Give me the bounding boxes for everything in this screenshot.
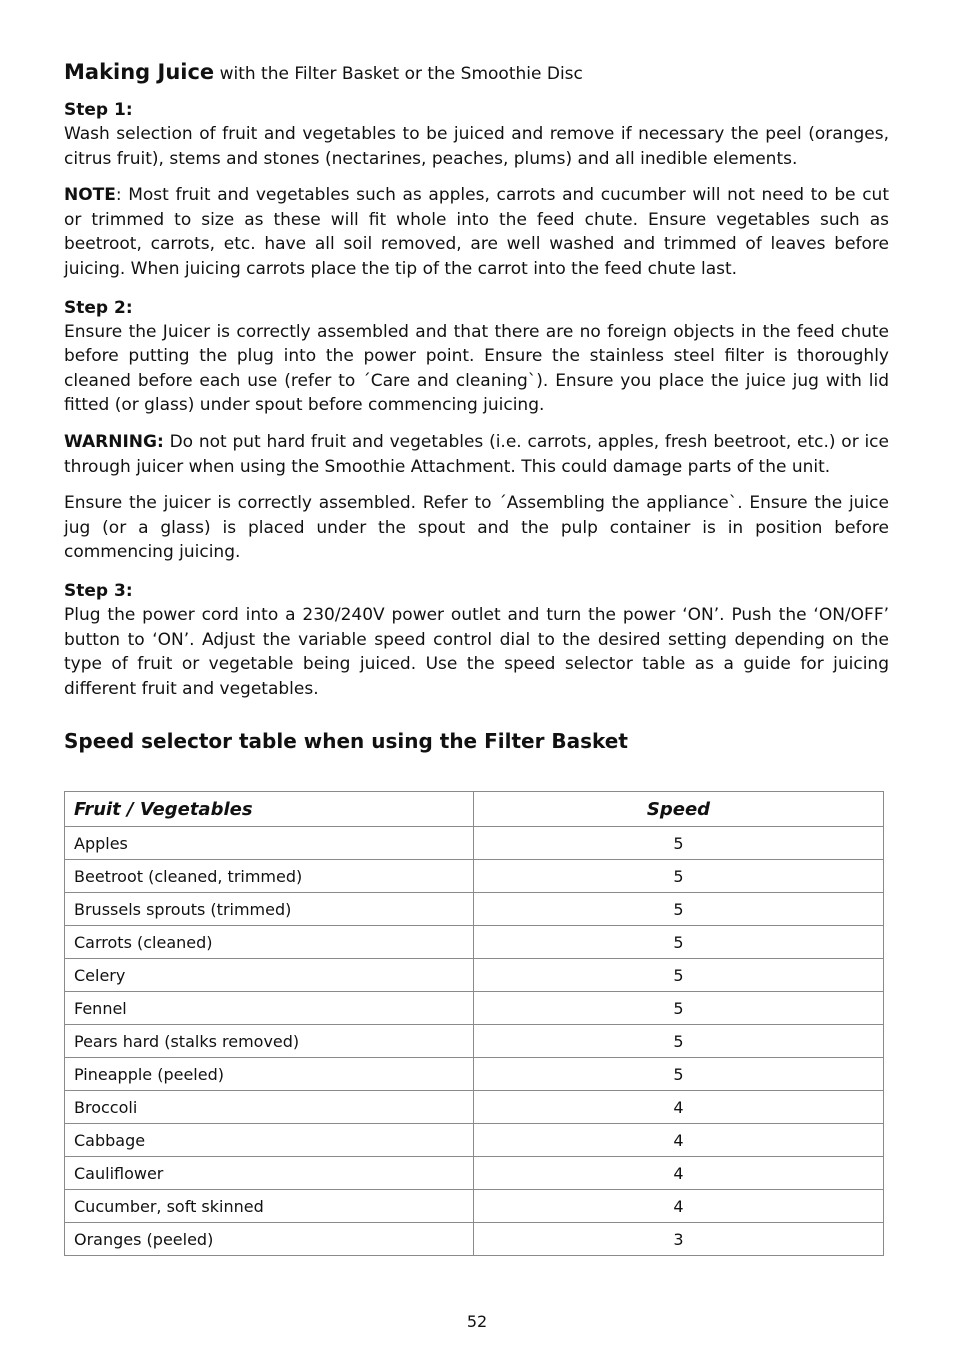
speed-cell: 3	[474, 1223, 884, 1256]
fruit-cell: Broccoli	[65, 1091, 474, 1124]
fruit-cell: Cucumber, soft skinned	[65, 1190, 474, 1223]
speed-cell: 5	[474, 860, 884, 893]
warning-paragraph	[64, 430, 889, 479]
speed-cell: 5	[474, 959, 884, 992]
table-row	[65, 1025, 884, 1058]
step-3-text: Plug the power cord into a 230/240V power outlet and turn the power ‘ON’. Push the ‘ON/OFF’ button to ‘ON’. Adjust the variable speed control dial to the desired setting depending on the type of fruit or vegetable being juiced. Use the speed selector table as a guide for juicing different fruit and vegetables.	[64, 604, 889, 699]
warning-text: Do not put hard fruit and vegetables (i.e. carrots, apples, fresh beetroot, etc.) or ice through juicer when using the Smoothie Attachment. This could damage parts of the unit.	[64, 431, 889, 477]
step-1-text: Wash selection of fruit and vegetables to be juiced and remove if necessary the peel (oranges, citrus fruit), stems and stones (nectarines, peaches, plums) and all inedible elements.	[64, 124, 889, 169]
page-content	[64, 60, 889, 755]
speed-cell: 5	[474, 893, 884, 926]
note-text: : Most fruit and vegetables such as apples, carrots and cucumber will not need to be cut or trimmed to size as these will fit whole into the feed chute. Ensure vegetables such as beetroot, carrots, etc. have all soil removed, are well washed and trimmed of leaves before juicing. When juicing carrots place the tip of the carrot into the feed chute last.	[64, 185, 889, 279]
step-3	[64, 579, 889, 701]
note-label: NOTE	[64, 185, 116, 206]
table-row	[65, 1091, 884, 1124]
table-row	[65, 860, 884, 893]
header-speed: Speed	[474, 792, 884, 827]
fruit-cell: Cabbage	[65, 1124, 474, 1157]
fruit-cell: Carrots (cleaned)	[65, 926, 474, 959]
table-row	[65, 1190, 884, 1223]
step-2	[64, 296, 889, 418]
table-row	[65, 1124, 884, 1157]
table-row	[65, 827, 884, 860]
step-2-title: Step 2:	[64, 297, 133, 318]
speed-cell: 5	[474, 926, 884, 959]
note-paragraph	[64, 183, 889, 281]
speed-cell: 4	[474, 1124, 884, 1157]
speed-cell: 5	[474, 1025, 884, 1058]
table-header-row	[65, 792, 884, 827]
warning-label: WARNING:	[64, 431, 164, 452]
table-row	[65, 992, 884, 1025]
step-1-title: Step 1:	[64, 100, 133, 120]
fruit-cell: Cauliflower	[65, 1157, 474, 1190]
table-row	[65, 893, 884, 926]
speed-cell: 5	[474, 1058, 884, 1091]
speed-selector-table	[64, 791, 884, 1256]
speed-cell: 5	[474, 992, 884, 1025]
speed-cell: 4	[474, 1157, 884, 1190]
speed-cell: 5	[474, 827, 884, 860]
table-row	[65, 1058, 884, 1091]
step-1	[64, 98, 889, 171]
fruit-cell: Pears hard (stalks removed)	[65, 1025, 474, 1058]
heading-subtitle: with the Filter Basket or the Smoothie Disc	[214, 64, 583, 84]
assemble-paragraph: Ensure the juicer is correctly assembled. Refer to ´Assembling the appliance`. Ensure the juice jug (or a glass) is placed under the spout and the pulp container is in position before commencing juicing.	[64, 493, 889, 563]
fruit-cell: Fennel	[65, 992, 474, 1025]
speed-cell: 4	[474, 1091, 884, 1124]
fruit-cell: Apples	[65, 827, 474, 860]
table-row	[65, 959, 884, 992]
table-row	[65, 1157, 884, 1190]
heading-title: Making Juice	[64, 60, 215, 84]
fruit-cell: Celery	[65, 959, 474, 992]
section-heading	[64, 60, 889, 84]
fruit-cell: Brussels sprouts (trimmed)	[65, 893, 474, 926]
header-fruit-vegetables: Fruit / Vegetables	[65, 792, 474, 827]
fruit-cell: Pineapple (peeled)	[65, 1058, 474, 1091]
table-row	[65, 1223, 884, 1256]
speed-cell: 4	[474, 1190, 884, 1223]
fruit-cell: Beetroot (cleaned, trimmed)	[65, 860, 474, 893]
table-row	[65, 926, 884, 959]
fruit-cell: Oranges (peeled)	[65, 1223, 474, 1256]
page-number: 52	[466, 1312, 488, 1331]
step-3-title: Step 3:	[64, 580, 133, 601]
table-title: Speed selector table when using the Filter Basket	[64, 729, 628, 754]
step-2-text: Ensure the Juicer is correctly assembled and that there are no foreign objects in the feed chute before putting the plug into the power point. Ensure the stainless steel filter is thoroughly cleaned before each use (refer to ´Care and cleaning`). Ensure you place the juice jug with lid fitted (or glass) under spout before commencing juicing.	[64, 321, 889, 416]
